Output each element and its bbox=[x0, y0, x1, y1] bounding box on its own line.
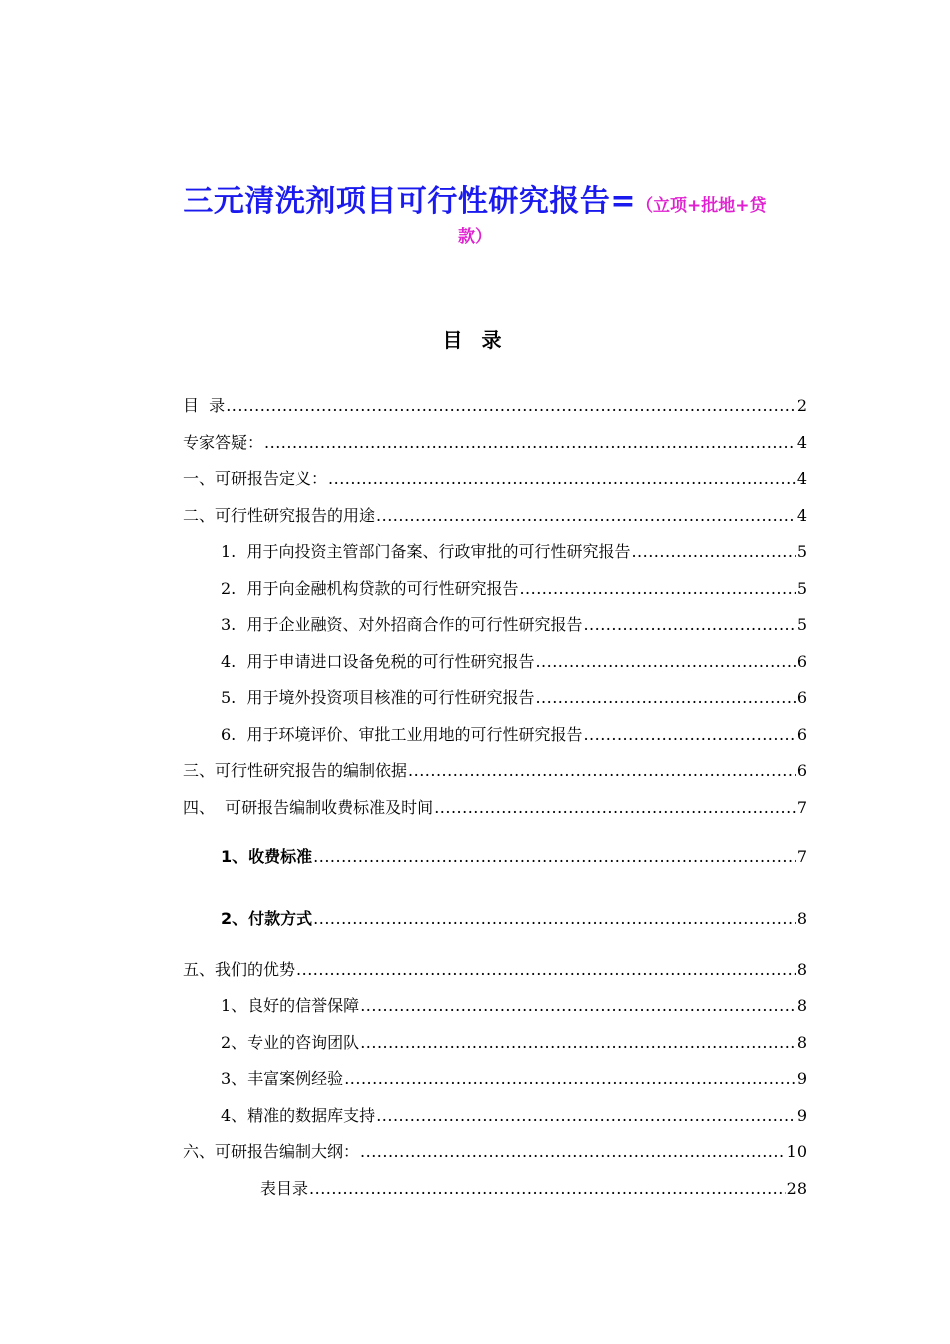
toc-entry-label: 5. 用于境外投资项目核准的可行性研究报告 bbox=[221, 688, 535, 707]
toc-entry-label: 六、可研报告编制大纲： bbox=[183, 1142, 360, 1161]
toc-entry-page: 4 bbox=[796, 469, 807, 488]
toc-entry[interactable] bbox=[221, 651, 807, 673]
toc-entry-page: 5 bbox=[796, 579, 807, 598]
toc-leader bbox=[535, 651, 795, 673]
toc-entry-label: 一、可研报告定义： bbox=[183, 469, 328, 488]
toc-entry[interactable] bbox=[183, 432, 807, 454]
toc-entry-page: 6 bbox=[796, 688, 807, 707]
toc-entry-label: 五、我们的优势 bbox=[183, 960, 296, 979]
toc-entry-page: 6 bbox=[796, 725, 807, 744]
toc-entry-page: 6 bbox=[796, 761, 807, 780]
toc-leader bbox=[535, 687, 795, 709]
toc-entry-label: 1、良好的信誉保障 bbox=[221, 996, 360, 1015]
toc-leader bbox=[360, 1141, 786, 1163]
toc-leader bbox=[313, 846, 796, 868]
toc-entry-page: 6 bbox=[796, 652, 807, 671]
toc-entry-page: 2 bbox=[796, 396, 807, 415]
toc-entry-page: 10 bbox=[786, 1142, 807, 1161]
toc-leader bbox=[583, 614, 795, 636]
toc-entry-label: 三、可行性研究报告的编制依据 bbox=[183, 761, 408, 780]
toc-entry[interactable] bbox=[183, 395, 807, 417]
toc-entry[interactable] bbox=[183, 797, 807, 819]
toc-leader bbox=[519, 578, 795, 600]
toc-leader bbox=[376, 1105, 796, 1127]
toc-entry-page: 5 bbox=[796, 615, 807, 634]
toc-entry-label: 6. 用于环境评价、审批工业用地的可行性研究报告 bbox=[221, 725, 583, 744]
toc-entry-label: 表目录 bbox=[260, 1179, 309, 1198]
toc-entry-page: 8 bbox=[796, 960, 807, 979]
toc-leader bbox=[309, 1178, 786, 1200]
toc-leader bbox=[631, 541, 795, 563]
toc-entry[interactable] bbox=[260, 1178, 807, 1200]
toc-leader bbox=[313, 908, 796, 930]
toc-leader bbox=[226, 395, 796, 417]
title-equals: = bbox=[610, 184, 637, 219]
toc-leader bbox=[360, 1032, 796, 1054]
toc-entry[interactable] bbox=[221, 687, 807, 709]
toc-entry-label: 目 录 bbox=[183, 396, 226, 415]
toc-entry-page: 8 bbox=[796, 909, 807, 928]
toc-entry[interactable] bbox=[221, 995, 807, 1017]
toc-leader bbox=[408, 760, 796, 782]
toc-entry-page: 9 bbox=[796, 1106, 807, 1125]
toc-entry[interactable] bbox=[221, 1032, 807, 1054]
toc-leader bbox=[264, 432, 796, 454]
toc-entry-page: 7 bbox=[796, 798, 807, 817]
toc-entry-label: 专家答疑： bbox=[183, 433, 264, 452]
toc-heading: 目 录 bbox=[442, 328, 508, 352]
title-sub-1: （立项+批地+贷 bbox=[636, 196, 767, 216]
toc-entry[interactable] bbox=[221, 578, 807, 600]
toc-entry-page: 8 bbox=[796, 1033, 807, 1052]
toc-leader bbox=[360, 995, 796, 1017]
toc-entry[interactable] bbox=[221, 1105, 807, 1127]
toc-entry[interactable] bbox=[221, 846, 807, 868]
title-main: 三元清洗剂项目可行性研究报告 bbox=[183, 184, 611, 219]
toc-entry-label: 3. 用于企业融资、对外招商合作的可行性研究报告 bbox=[221, 615, 583, 634]
toc-leader bbox=[376, 505, 796, 527]
toc-entry-page: 4 bbox=[796, 433, 807, 452]
toc-entry-label: 4. 用于申请进口设备免税的可行性研究报告 bbox=[221, 652, 535, 671]
toc-leader bbox=[344, 1068, 796, 1090]
toc-entry[interactable] bbox=[183, 505, 807, 527]
toc-leader bbox=[296, 959, 796, 981]
toc-entry-label: 3、丰富案例经验 bbox=[221, 1069, 344, 1088]
toc-entry-label: 1、收费标准 bbox=[221, 847, 313, 866]
toc-entry-page: 28 bbox=[786, 1179, 807, 1198]
toc-entry-label: 1. 用于向投资主管部门备案、行政审批的可行性研究报告 bbox=[221, 542, 631, 561]
toc-leader bbox=[583, 724, 795, 746]
toc-entry-label: 四、 可研报告编制收费标准及时间 bbox=[183, 798, 434, 817]
toc-entry-page: 7 bbox=[796, 847, 807, 866]
toc-entry-page: 9 bbox=[796, 1069, 807, 1088]
toc-entry[interactable] bbox=[183, 1141, 807, 1163]
toc-entry-page: 4 bbox=[796, 506, 807, 525]
toc-entry[interactable] bbox=[221, 541, 807, 563]
toc-entry-label: 2. 用于向金融机构贷款的可行性研究报告 bbox=[221, 579, 519, 598]
toc-entry-label: 2、专业的咨询团队 bbox=[221, 1033, 360, 1052]
toc-entry[interactable] bbox=[221, 614, 807, 636]
toc-entry[interactable] bbox=[183, 959, 807, 981]
toc-entry[interactable] bbox=[221, 724, 807, 746]
toc-entry[interactable] bbox=[221, 908, 807, 930]
toc-entry-page: 5 bbox=[796, 542, 807, 561]
toc-entry-page: 8 bbox=[796, 996, 807, 1015]
toc-entry[interactable] bbox=[221, 1068, 807, 1090]
toc-entry[interactable] bbox=[183, 760, 807, 782]
toc-leader bbox=[328, 468, 796, 490]
toc-entry-label: 二、可行性研究报告的用途 bbox=[183, 506, 376, 525]
toc-leader bbox=[434, 797, 796, 819]
toc-entry[interactable] bbox=[183, 468, 807, 490]
toc-entry-label: 2、付款方式 bbox=[221, 909, 313, 928]
title-sub-2: 款） bbox=[458, 227, 492, 247]
toc-entry-label: 4、精准的数据库支持 bbox=[221, 1106, 376, 1125]
